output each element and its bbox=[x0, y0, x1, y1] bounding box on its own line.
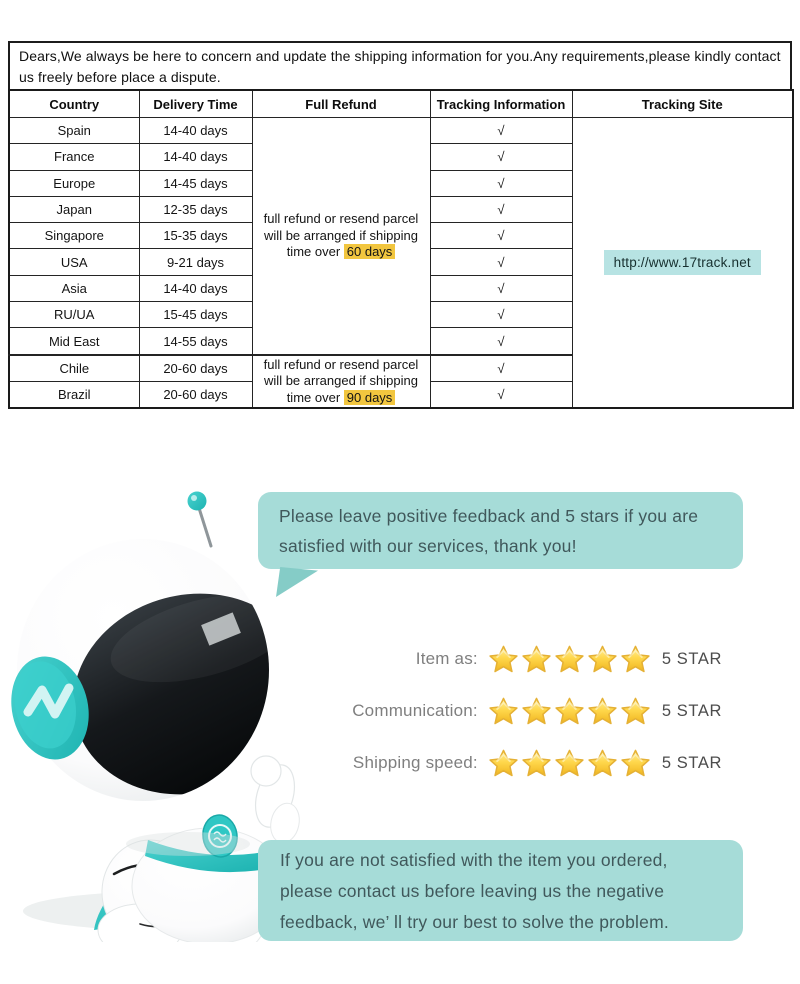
header-tracking-site: Tracking Site bbox=[572, 90, 793, 118]
delivery-time-cell: 15-35 days bbox=[139, 223, 252, 249]
rating-value: 5 STAR bbox=[661, 753, 722, 772]
header-country: Country bbox=[9, 90, 139, 118]
header-full-refund: Full Refund bbox=[252, 90, 430, 118]
header-tracking-information: Tracking Information bbox=[430, 90, 572, 118]
star-icon bbox=[587, 748, 618, 779]
rating-row bbox=[353, 745, 722, 781]
star-icon bbox=[587, 644, 618, 675]
country-cell: Asia bbox=[9, 275, 139, 301]
bubble-line: feedback, we’ ll try our best to solve the problem. bbox=[280, 912, 669, 932]
rating-value: 5 STAR bbox=[661, 701, 722, 720]
feedback-bubble-bottom bbox=[258, 840, 743, 941]
delivery-time-cell: 20-60 days bbox=[139, 381, 252, 408]
full-refund-cell: full refund or resend parcel will be arranged if shipping time over 60 days bbox=[252, 118, 430, 355]
country-cell: USA bbox=[9, 249, 139, 275]
tracking-check-cell: √ bbox=[430, 328, 572, 355]
tracking-check-cell: √ bbox=[430, 223, 572, 249]
delivery-time-cell: 12-35 days bbox=[139, 196, 252, 222]
delivery-time-cell: 15-45 days bbox=[139, 302, 252, 328]
star-rating bbox=[488, 644, 653, 675]
tracking-check-cell: √ bbox=[430, 144, 572, 170]
star-icon bbox=[488, 696, 519, 727]
robot-antenna bbox=[199, 508, 211, 546]
country-cell: Europe bbox=[9, 170, 139, 196]
tracking-check-cell: √ bbox=[430, 302, 572, 328]
star-icon bbox=[488, 644, 519, 675]
table-header-row bbox=[9, 90, 793, 118]
star-rating bbox=[488, 696, 653, 727]
delivery-time-cell: 14-55 days bbox=[139, 328, 252, 355]
tracking-check-cell: √ bbox=[430, 275, 572, 301]
bubble-line: If you are not satisfied with the item you ordered, bbox=[280, 850, 668, 870]
shipping-notice: Dears,We always be here to concern and update the shipping information for you.Any requirements,please kindly contact us freely before place a dispute. bbox=[8, 41, 792, 91]
delivery-time-cell: 14-45 days bbox=[139, 170, 252, 196]
country-cell: France bbox=[9, 144, 139, 170]
tracking-check-cell: √ bbox=[430, 381, 572, 408]
rating-label: Communication: bbox=[352, 701, 478, 720]
star-icon bbox=[521, 748, 552, 779]
star-icon bbox=[554, 644, 585, 675]
refund-days-highlight: 90 days bbox=[344, 390, 396, 405]
star-icon bbox=[587, 696, 618, 727]
star-icon bbox=[554, 696, 585, 727]
rating-label: Item as: bbox=[415, 649, 478, 668]
star-icon bbox=[554, 748, 585, 779]
table-row bbox=[9, 118, 793, 144]
star-icon bbox=[620, 644, 651, 675]
tracking-check-cell: √ bbox=[430, 355, 572, 382]
refund-days-highlight: 60 days bbox=[344, 244, 396, 259]
bubble-line: satisfied with our services, thank you! bbox=[279, 536, 577, 556]
rating-value: 5 STAR bbox=[661, 649, 722, 668]
feedback-bubble-top bbox=[258, 492, 743, 569]
tracking-site-link[interactable]: http://www.17track.net bbox=[604, 250, 761, 275]
rating-label: Shipping speed: bbox=[352, 753, 478, 772]
country-cell: RU/UA bbox=[9, 302, 139, 328]
delivery-time-cell: 9-21 days bbox=[139, 249, 252, 275]
star-rating bbox=[488, 748, 653, 779]
delivery-time-cell: 14-40 days bbox=[139, 144, 252, 170]
header-delivery-time: Delivery Time bbox=[139, 90, 252, 118]
tracking-check-cell: √ bbox=[430, 249, 572, 275]
rating-row bbox=[416, 641, 722, 677]
bubble-line: please contact us before leaving us the negative bbox=[280, 881, 665, 901]
rating-row bbox=[352, 693, 722, 729]
tracking-check-cell: √ bbox=[430, 170, 572, 196]
tracking-check-cell: √ bbox=[430, 118, 572, 144]
country-cell: Singapore bbox=[9, 223, 139, 249]
tracking-site-cell bbox=[572, 118, 793, 409]
country-cell: Japan bbox=[9, 196, 139, 222]
country-cell: Mid East bbox=[9, 328, 139, 355]
delivery-time-cell: 14-40 days bbox=[139, 275, 252, 301]
star-icon bbox=[620, 696, 651, 727]
delivery-time-cell: 14-40 days bbox=[139, 118, 252, 144]
tracking-check-cell: √ bbox=[430, 196, 572, 222]
star-icon bbox=[521, 644, 552, 675]
star-icon bbox=[521, 696, 552, 727]
country-cell: Spain bbox=[9, 118, 139, 144]
shipping-table bbox=[8, 89, 794, 409]
country-cell: Brazil bbox=[9, 381, 139, 408]
delivery-time-cell: 20-60 days bbox=[139, 355, 252, 382]
country-cell: Chile bbox=[9, 355, 139, 382]
star-icon bbox=[620, 748, 651, 779]
full-refund-cell: full refund or resend parcel will be arranged if shipping time over 90 days bbox=[252, 355, 430, 409]
star-icon bbox=[488, 748, 519, 779]
bubble-line: Please leave positive feedback and 5 stars if you are bbox=[279, 506, 699, 526]
